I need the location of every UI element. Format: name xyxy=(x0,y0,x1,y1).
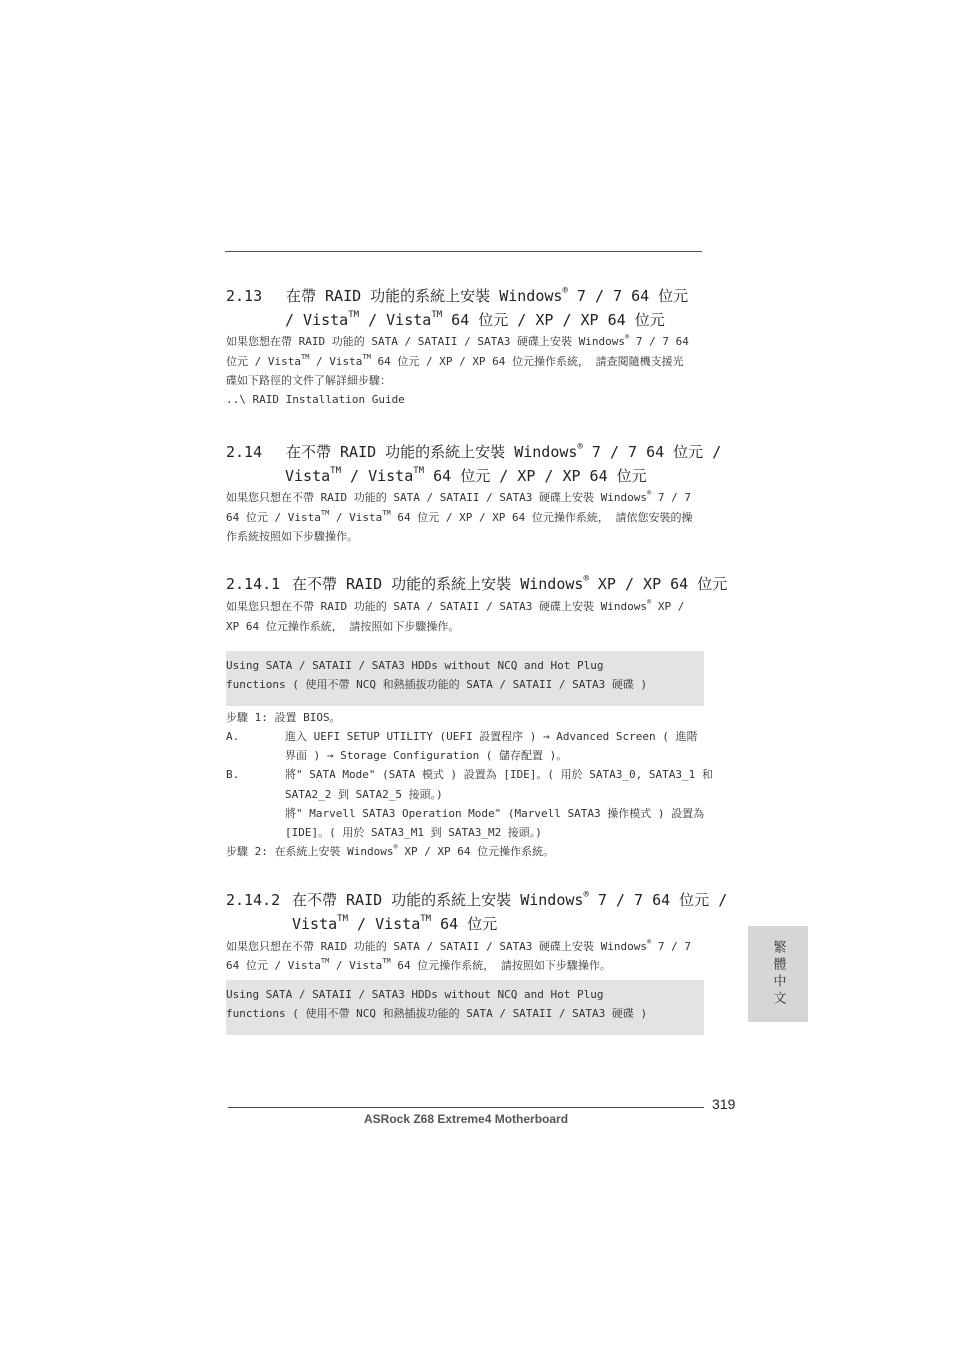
heading-text: Vista xyxy=(292,915,338,933)
trademark: TM xyxy=(382,957,391,965)
text: 如果您想在帶 RAID 功能的 SATA / SATAII / SATA3 硬碟上安裝 Windows xyxy=(226,335,626,348)
heading-text: XP / XP 64 位元 xyxy=(588,575,728,593)
paragraph-line xyxy=(226,488,691,507)
note-box xyxy=(226,651,704,706)
paragraph-line xyxy=(226,352,684,371)
text: 64 位元 / Vista xyxy=(226,959,321,972)
registered-mark: ® xyxy=(625,333,630,341)
language-side-tab xyxy=(748,926,808,1022)
heading-text: 在不帶 RAID 功能的系統上安裝 Windows xyxy=(292,575,584,593)
trademark: TM xyxy=(330,466,341,476)
registered-mark: ® xyxy=(647,598,652,606)
registered-mark: ® xyxy=(393,843,398,851)
text: XP / XP 64 位元操作系統。 xyxy=(397,845,555,858)
section-number: 2.14.2 xyxy=(226,891,281,909)
heading-2-14-line2 xyxy=(285,464,647,488)
item-b-line: 將" SATA Mode" (SATA 模式 ) 設置為 [IDE]。( 用於 SATA3_0, SATA3_1 和 xyxy=(285,768,713,781)
heading-text: / Vista xyxy=(359,311,432,329)
paragraph-line xyxy=(226,508,693,527)
registered-mark: ® xyxy=(562,286,568,296)
registered-mark: ® xyxy=(583,890,589,900)
text: XP / xyxy=(651,600,685,613)
heading-text: 7 / 7 64 位元 / xyxy=(588,891,728,909)
trademark: TM xyxy=(431,310,443,320)
section-number: 2.14 xyxy=(226,443,263,461)
note-line: functions ( 使用不帶 NCQ 和熱插拔功能的 SATA / SATAII / SATA3 硬碟 ) xyxy=(226,678,648,691)
text: 64 位元 / XP / XP 64 位元操作系統， 請查閱隨機支援光 xyxy=(370,355,684,368)
registered-mark: ® xyxy=(577,442,583,452)
heading-2-14-2-line1 xyxy=(226,888,727,912)
heading-text: / Vista xyxy=(341,467,414,485)
text: 64 位元 / Vista xyxy=(226,511,321,524)
install-guide-path: ..\ RAID Installation Guide xyxy=(226,393,405,406)
footer-rule xyxy=(228,1107,704,1108)
text: 64 位元 / XP / XP 64 位元操作系統， 請依您安裝的操 xyxy=(390,511,693,524)
paragraph-line xyxy=(226,937,691,956)
registered-mark: ® xyxy=(647,938,652,946)
paragraph-line: 作系統按照如下步驟操作。 xyxy=(226,530,358,543)
heading-text: Vista xyxy=(285,467,331,485)
paragraph-line: 碟如下路徑的文件了解詳細步驟： xyxy=(226,374,391,387)
heading-text: 在帶 RAID 功能的系統上安裝 Windows xyxy=(286,287,563,305)
trademark: TM xyxy=(320,509,330,517)
text: 如果您只想在不帶 RAID 功能的 SATA / SATAII / SATA3 硬碟上安裝 Windows xyxy=(226,940,648,953)
heading-2-14-2-line2 xyxy=(292,912,497,936)
text: 64 位元操作系統， 請按照如下步驟操作。 xyxy=(390,959,611,972)
text: 7 / 7 xyxy=(651,940,692,953)
trademark: TM xyxy=(420,914,432,924)
text: 步驟 2: 在系統上安裝 Windows xyxy=(226,845,394,858)
note-line: functions ( 使用不帶 NCQ 和熱插拔功能的 SATA / SATAII / SATA3 硬碟 ) xyxy=(226,1007,648,1020)
text: 7 / 7 64 xyxy=(629,335,689,348)
item-a-line: 界面 ) → Storage Configuration ( 儲存配置 )。 xyxy=(285,749,568,762)
text: / Vista xyxy=(309,355,363,368)
item-b-line: 將" Marvell SATA3 Operation Mode" (Marvell SATA3 操作模式 ) 設置為 xyxy=(285,807,705,820)
heading-text: / Vista xyxy=(348,915,421,933)
section-number: 2.13 xyxy=(226,287,263,305)
trademark: TM xyxy=(300,353,310,361)
item-a-line: 進入 UEFI SETUP UTILITY (UEFI 設置程序 ) → Advanced Screen ( 進階 xyxy=(285,730,698,743)
paragraph-line xyxy=(226,597,684,616)
note-box xyxy=(226,980,704,1035)
trademark: TM xyxy=(320,957,330,965)
item-label-b: B. xyxy=(226,768,240,781)
note-line: Using SATA / SATAII / SATA3 HDDs without NCQ and Hot Plug xyxy=(226,659,604,672)
registered-mark: ® xyxy=(583,574,589,584)
footer-title: ASRock Z68 Extreme4 Motherboard xyxy=(364,1112,569,1126)
heading-text: / Vista xyxy=(285,311,349,329)
heading-text: 7 / 7 64 位元 xyxy=(567,287,689,305)
trademark: TM xyxy=(362,353,371,361)
heading-text: 在不帶 RAID 功能的系統上安裝 Windows xyxy=(292,891,584,909)
paragraph-line xyxy=(226,332,689,351)
text: / Vista xyxy=(329,511,383,524)
item-b-line: SATA2_2 到 SATA2_5 接頭。) xyxy=(285,788,443,801)
heading-text: 64 位元 / XP / XP 64 位元 xyxy=(442,311,665,329)
heading-text: 64 位元 xyxy=(431,915,498,933)
item-label-a: A. xyxy=(226,730,240,743)
heading-2-13-line2 xyxy=(285,308,665,332)
item-b-line: [IDE]。( 用於 SATA3_M1 到 SATA3_M2 接頭。) xyxy=(285,826,542,839)
step-1: 步驟 1: 設置 BIOS。 xyxy=(226,711,341,724)
heading-2-14-line1 xyxy=(226,440,721,464)
heading-2-13-line1 xyxy=(226,284,688,308)
text: 如果您只想在不帶 RAID 功能的 SATA / SATAII / SATA3 硬碟上安裝 Windows xyxy=(226,600,648,613)
text: 如果您只想在不帶 RAID 功能的 SATA / SATAII / SATA3 硬碟上安裝 Windows xyxy=(226,491,648,504)
paragraph-line xyxy=(226,956,611,975)
heading-text: 在不帶 RAID 功能的系統上安裝 Windows xyxy=(286,443,578,461)
heading-text: 64 位元 / XP / XP 64 位元 xyxy=(424,467,647,485)
registered-mark: ® xyxy=(647,489,652,497)
trademark: TM xyxy=(348,310,360,320)
text: 7 / 7 xyxy=(651,491,692,504)
top-rule xyxy=(225,251,702,252)
trademark: TM xyxy=(337,914,348,924)
heading-text: 7 / 7 64 位元 / xyxy=(582,443,722,461)
step-2 xyxy=(226,842,554,861)
language-label: 繁體中文 xyxy=(770,940,786,1008)
heading-2-14-1 xyxy=(226,572,727,596)
section-number: 2.14.1 xyxy=(226,575,281,593)
note-line: Using SATA / SATAII / SATA3 HDDs without NCQ and Hot Plug xyxy=(226,988,604,1001)
paragraph-line: XP 64 位元操作系統， 請按照如下步驟操作。 xyxy=(226,620,460,633)
page-number: 319 xyxy=(712,1096,736,1112)
trademark: TM xyxy=(413,466,425,476)
text: / Vista xyxy=(329,959,383,972)
text: 位元 / Vista xyxy=(226,355,301,368)
trademark: TM xyxy=(382,509,391,517)
